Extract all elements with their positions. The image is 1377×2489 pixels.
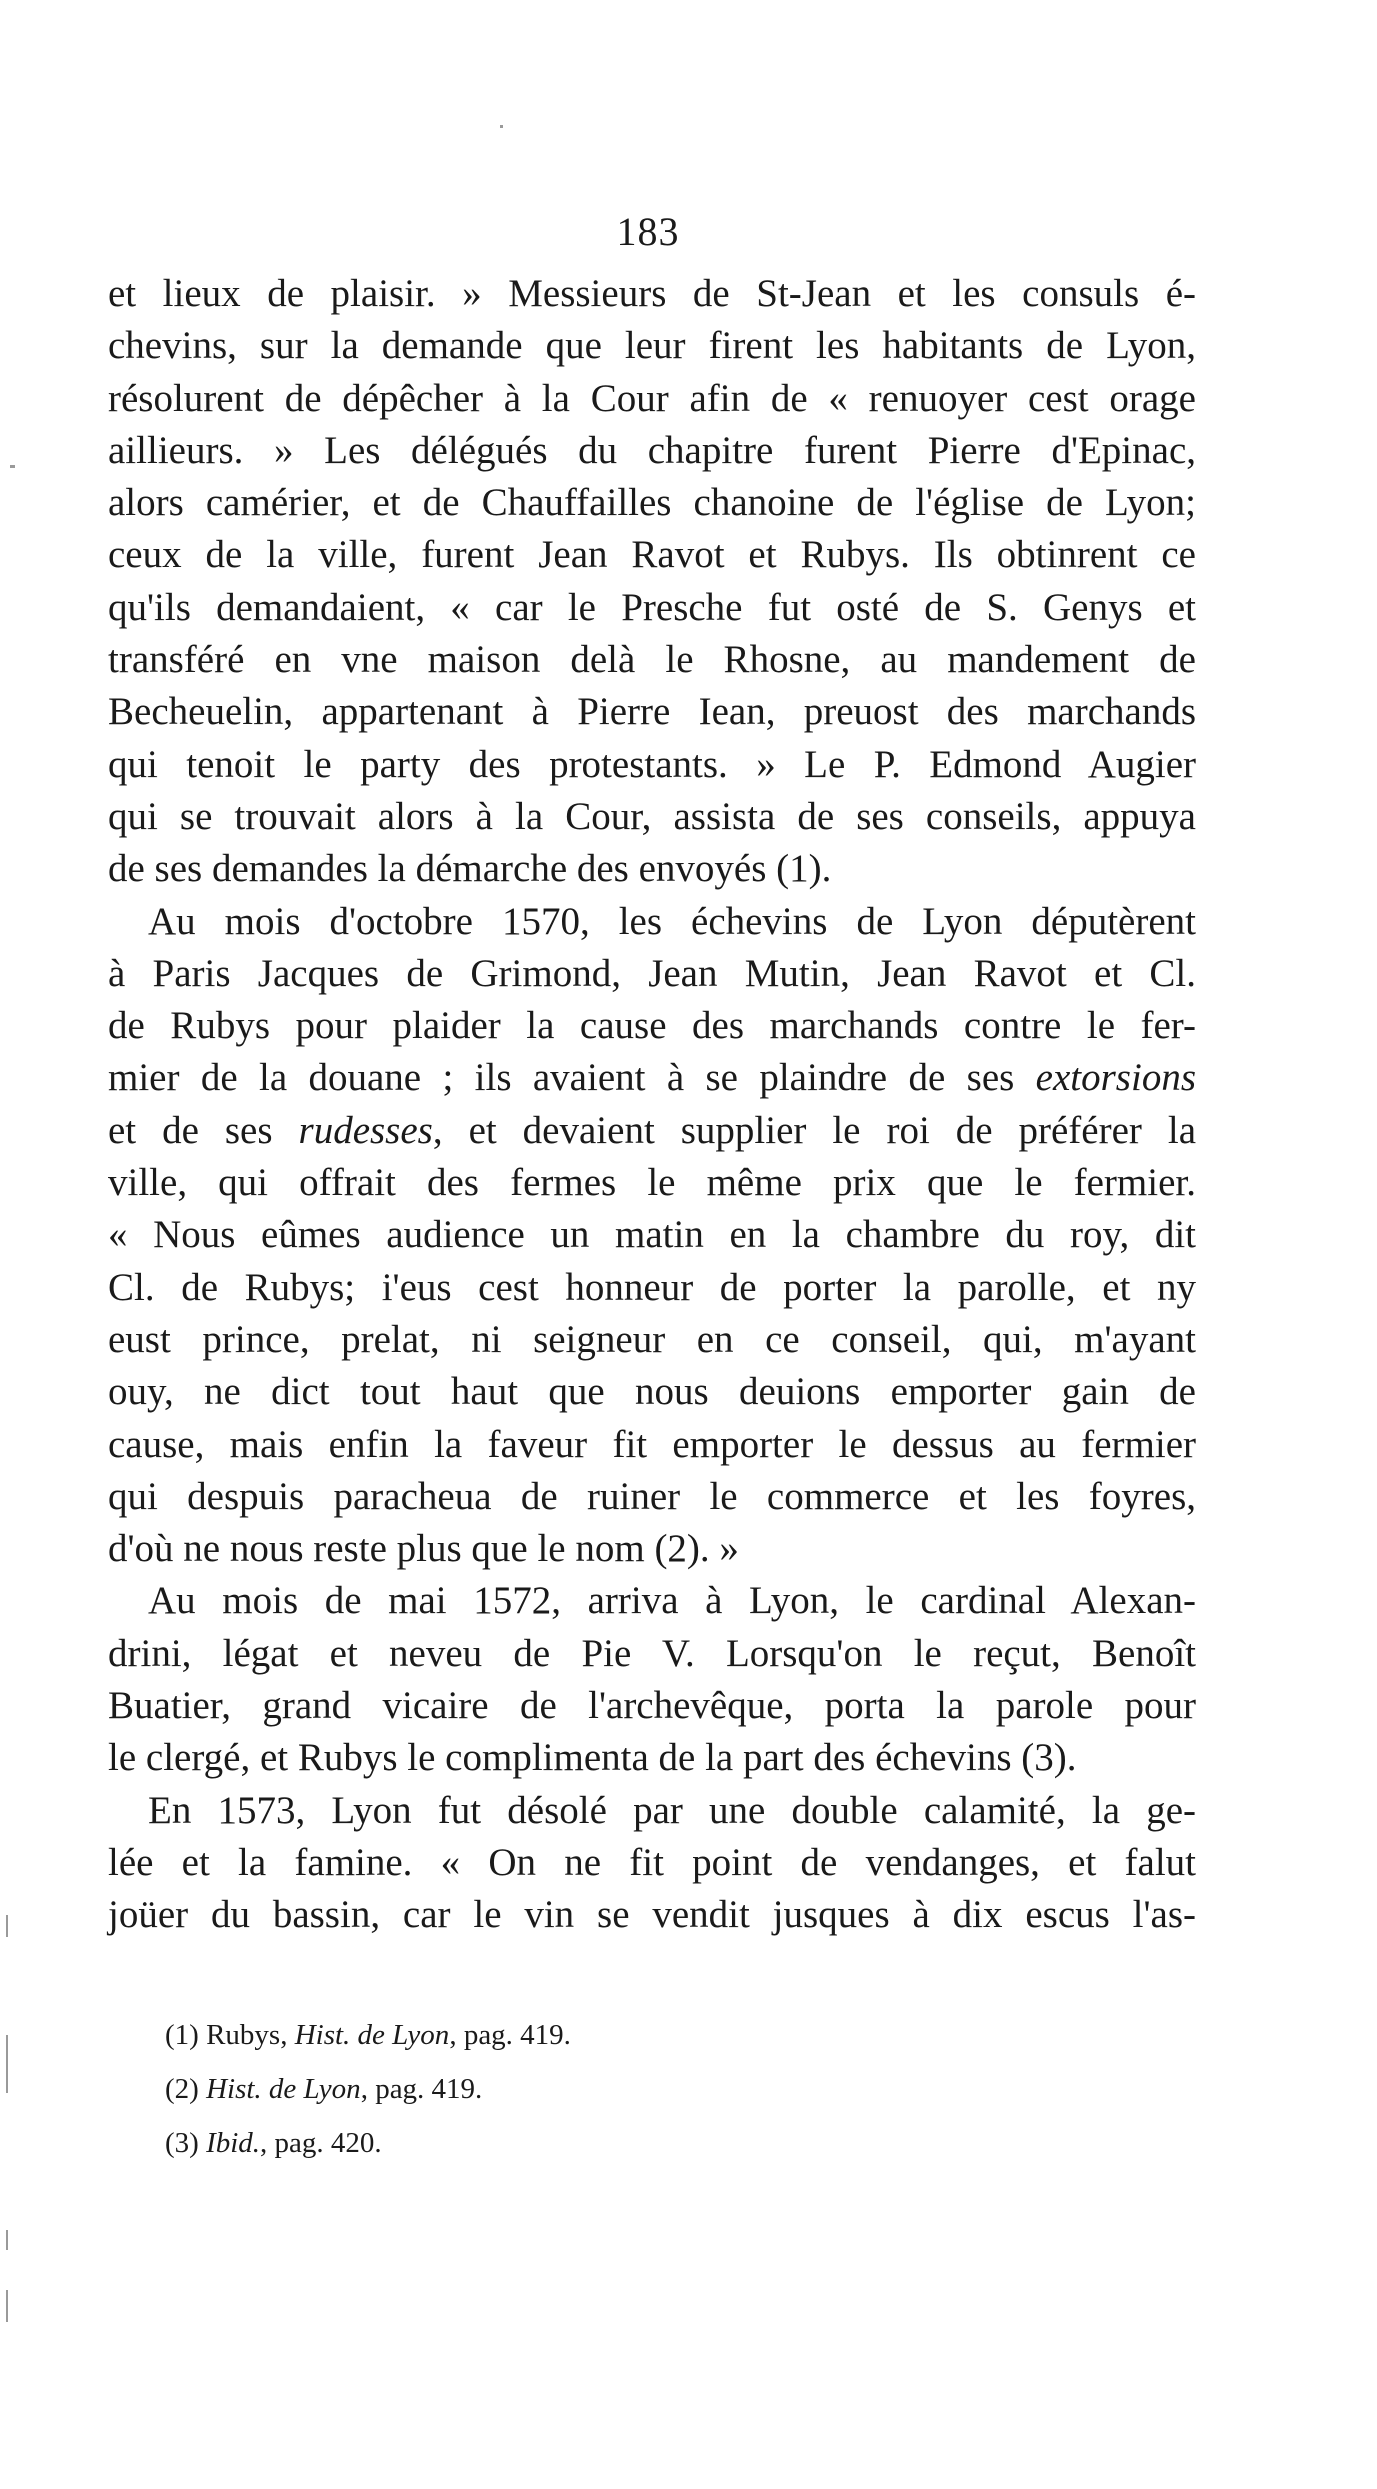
scan-speck [500,125,503,128]
footnote [165,2116,1065,2170]
footnote [165,2062,1065,2116]
scan-mark [6,2035,8,2093]
text-line: qui tenoit le party des protestants. » Le P. Edmond Augier [108,742,1196,786]
italic-text: Hist. de Lyon [294,2019,450,2051]
italic-text: extorsions [1035,1056,1196,1100]
text-line: Buatier, grand vicaire de l'archevêque, porta la parole pour [108,1684,1196,1728]
text-line: alors camérier, et de Chauffailles chanoine de l'église de Lyon; [108,481,1196,525]
italic-text: Ibid. [206,2127,261,2159]
text-line: cause, mais enfin la faveur fit emporter le dessus au fermier [108,1422,1196,1466]
text-run: (3) [165,2127,207,2159]
text-line: chevins, sur la demande que leur firent les habitants de Lyon, [108,324,1196,368]
text-line: lée et la famine. « On ne fit point de vendanges, et falut [108,1840,1196,1884]
text-line: de ses demandes la démarche des envoyés (1). [108,847,832,891]
text-line: qu'ils demandaient, « car le Presche fut osté de S. Genys et [108,585,1196,629]
italic-text: rudesses [298,1108,433,1152]
text-line: transféré en vne maison delà le Rhosne, au mandement de [108,638,1196,682]
text-line: eust prince, prelat, ni seigneur en ce conseil, qui, m'ayant [108,1317,1196,1361]
text-line: Cl. de Rubys; i'eus cest honneur de porter la parolle, et ny [108,1265,1196,1309]
text-line: ouy, ne dict tout haut que nous deuions emporter gain de [108,1370,1196,1414]
footnotes [165,2008,1065,2170]
text-run: mier de la douane ; ils avaient à se plaindre de ses [108,1056,1036,1100]
text-run: (2) [165,2073,207,2105]
text-line: d'où ne nous reste plus que le nom (2). » [108,1527,739,1571]
footnote [165,2008,1065,2062]
text-line: joüer du bassin, car le vin se vendit jusques à dix escus l'as- [108,1893,1196,1937]
text-line: Au mois de mai 1572, arriva à Lyon, le cardinal Alexan- [148,1579,1196,1623]
text-line: ville, qui offrait des fermes le même prix que le fermier. [108,1161,1196,1205]
page-number: 183 [616,209,680,254]
text-line: le clergé, et Rubys le complimenta de la part des échevins (3). [108,1736,1077,1780]
scan-speck [10,465,15,468]
text-line: drini, légat et neveu de Pie V. Lorsqu'on le reçut, Benoît [108,1631,1196,1675]
text-line: qui despuis paracheua de ruiner le commerce et les foyres, [108,1474,1196,1518]
text-run: , pag. 419. [360,2073,483,2105]
text-run: , pag. 420. [260,2127,382,2159]
scan-mark [6,1915,8,1937]
text-run: et de ses [108,1108,299,1152]
italic-text: Hist. de Lyon [206,2073,361,2105]
scan-mark [6,2230,8,2250]
text-line: Au mois d'octobre 1570, les échevins de Lyon députèrent [148,899,1196,943]
text-line: résolurent de dépêcher à la Cour afin de « renuoyer cest orage [108,376,1196,420]
body-text [108,268,1196,1942]
text-line: à Paris Jacques de Grimond, Jean Mutin, Jean Ravot et Cl. [108,951,1196,995]
text-line [108,1052,1196,1104]
text-line [108,1105,1196,1157]
text-line: En 1573, Lyon fut désolé par une double calamité, la ge- [148,1788,1196,1832]
text-line: Becheuelin, appartenant à Pierre Iean, preuost des marchands [108,690,1196,734]
text-line: aillieurs. » Les délégués du chapitre furent Pierre d'Epinac, [108,428,1196,472]
text-run: , et devaient supplier le roi de préférer la [432,1108,1196,1152]
text-line: de Rubys pour plaider la cause des marchands contre le fer- [108,1004,1196,1048]
text-line: et lieux de plaisir. » Messieurs de St-Jean et les consuls é- [108,272,1196,315]
text-line: ceux de la ville, furent Jean Ravot et Rubys. Ils obtinrent ce [108,533,1196,577]
text-run: (1) Rubys, [165,2019,295,2051]
text-run: , pag. 419. [449,2019,571,2051]
text-line: qui se trouvait alors à la Cour, assista de ses conseils, appuya [108,794,1196,838]
text-line: « Nous eûmes audience un matin en la chambre du roy, dit [108,1213,1196,1257]
scan-mark [6,2290,8,2322]
